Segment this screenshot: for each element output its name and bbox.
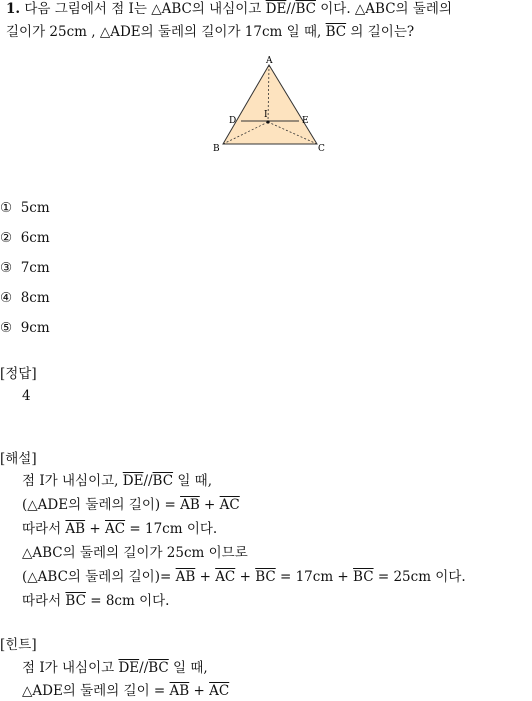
answer-heading: [정답] <box>0 366 37 382</box>
hint-heading: [힌트] <box>0 637 37 653</box>
choice-4[interactable]: ④ 8cm <box>0 290 50 306</box>
question-line-2: 길이가 25cm , △ADE의 둘레의 길이가 17cm 일 때, $\overline{BC}$ 의 길이는? <box>6 24 415 40</box>
triangle-abc <box>223 65 317 144</box>
segment-bc: $\overline{BC}$ <box>325 24 347 40</box>
label-b: B <box>213 144 220 154</box>
choice-3[interactable]: ③ 7cm <box>0 260 50 276</box>
hint-line-2: △ADE의 둘레의 길이 = $\overline{AB} + \overline{AC}$ <box>22 683 230 699</box>
label-a: A <box>266 56 273 66</box>
segment-bc: $\overline{BC}$ <box>295 1 316 17</box>
explanation-line-2: (△ADE의 둘레의 길이) = $\overline{AB} + \overline{AC}$ <box>22 497 240 513</box>
hint-line-1: 점 I가 내심이고 $\overline{DE}//\overline{BC}$ 일 때, <box>22 660 208 676</box>
question-number: 1. <box>6 1 21 17</box>
label-i: I <box>264 110 268 120</box>
triangle-figure <box>205 55 335 160</box>
choice-2[interactable]: ② 6cm <box>0 230 50 246</box>
choice-1[interactable]: ① 5cm <box>0 200 50 216</box>
label-c: C <box>318 144 325 154</box>
explanation-line-1: 점 I가 내심이고, $\overline{DE}//\overline{BC}$ 일 때, <box>22 473 213 489</box>
incenter-point <box>266 120 269 123</box>
explanation-heading: [해설] <box>0 451 37 467</box>
explanation-line-4: △ABC의 둘레의 길이가 25cm 이므로 <box>22 545 248 561</box>
segment-de: $\overline{DE}$ <box>265 1 287 17</box>
choice-5[interactable]: ⑤ 9cm <box>0 320 50 336</box>
question-line-1: 1. 다음 그림에서 점 I는 △ABC의 내심이고 $\overline{DE}//\overline{BC}$ 이다. △ABC의 둘레의 <box>6 1 452 17</box>
answer-value: 4 <box>22 388 31 404</box>
explanation-line-6: 따라서 $\overline{BC} = 8cm$ 이다. <box>22 593 170 609</box>
explanation-line-3: 따라서 $\overline{AB} + \overline{AC} = 17cm$ 이다. <box>22 521 218 537</box>
explanation-line-5: (△ABC의 둘레의 길이)= $\overline{AB} + \overline{AC} + \overline{BC} = 17cm + \overline{BC} = 25cm$ 이다. <box>22 569 466 585</box>
label-e: E <box>302 116 309 126</box>
label-d: D <box>229 116 237 126</box>
